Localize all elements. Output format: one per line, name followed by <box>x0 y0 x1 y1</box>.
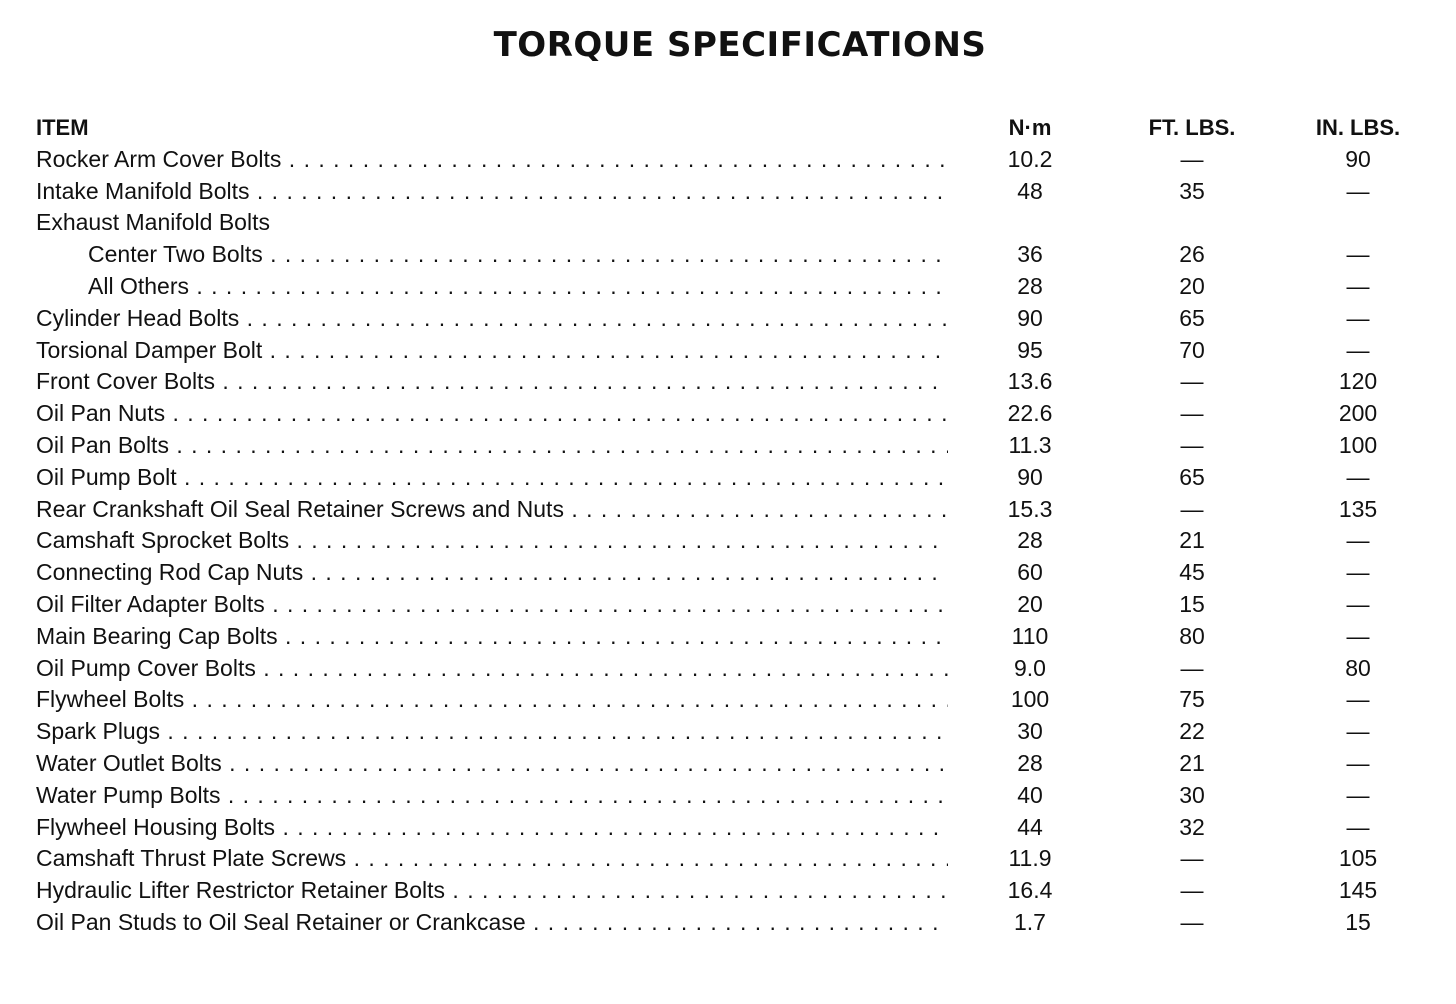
nm-value: 16.4 <box>1007 877 1053 904</box>
ft-lbs-value: 65 <box>1179 463 1205 490</box>
table-row <box>36 430 1436 462</box>
header-ft-lbs: FT. LBS. <box>1148 115 1236 140</box>
item-label: Oil Pan Bolts . . . <box>36 430 948 462</box>
in-lbs-value: — <box>1346 272 1370 299</box>
table-row <box>36 907 1436 939</box>
item-label: Center Two Bolts . . . <box>88 239 948 271</box>
ft-lbs-value: 22 <box>1179 718 1205 745</box>
ft-lbs-value: 70 <box>1179 336 1205 363</box>
item-label: Cylinder Head Bolts . . . <box>36 303 948 335</box>
in-lbs-value: 120 <box>1338 368 1378 395</box>
nm-value: 22.6 <box>1007 400 1053 427</box>
in-lbs-value: — <box>1346 527 1370 554</box>
ft-lbs-value: 30 <box>1179 781 1205 808</box>
ft-lbs-value: 26 <box>1179 241 1205 268</box>
ft-lbs-value: — <box>1180 145 1204 172</box>
table-row <box>36 207 1436 239</box>
page-title: TORQUE SPECIFICATIONS <box>493 25 987 65</box>
header-in-lbs: IN. LBS. <box>1315 115 1401 140</box>
item-label: Torsional Damper Bolt . . . <box>36 335 948 367</box>
nm-value: 13.6 <box>1007 368 1053 395</box>
item-label: Oil Filter Adapter Bolts . . . <box>36 589 948 621</box>
table-row <box>36 462 1436 494</box>
in-lbs-value: 135 <box>1338 495 1378 522</box>
table-row <box>36 239 1436 271</box>
in-lbs-value: — <box>1346 686 1370 713</box>
item-label: Front Cover Bolts . . . <box>36 366 948 398</box>
in-lbs-value: 100 <box>1338 431 1378 458</box>
table-row <box>36 494 1436 526</box>
ft-lbs-value: — <box>1180 908 1204 935</box>
table-row <box>36 875 1436 907</box>
nm-value: 95 <box>1017 336 1043 363</box>
in-lbs-value: — <box>1346 781 1370 808</box>
header-nm: N·m <box>1008 115 1052 140</box>
item-label: Spark Plugs . . . <box>36 716 948 748</box>
nm-value: 100 <box>1010 686 1050 713</box>
nm-value: 15.3 <box>1007 495 1053 522</box>
in-lbs-value: — <box>1346 559 1370 586</box>
item-label: All Others . . . <box>88 271 948 303</box>
nm-value: 48 <box>1017 177 1043 204</box>
nm-value: 1.7 <box>1014 908 1046 935</box>
ft-lbs-value: — <box>1180 877 1204 904</box>
table-row <box>36 780 1436 812</box>
table-row <box>36 684 1436 716</box>
in-lbs-value: — <box>1346 622 1370 649</box>
in-lbs-value: — <box>1346 813 1370 840</box>
nm-value: 40 <box>1017 781 1043 808</box>
table-row <box>36 653 1436 685</box>
header-item: ITEM <box>36 115 89 140</box>
ft-lbs-value: — <box>1180 400 1204 427</box>
ft-lbs-value: 65 <box>1179 304 1205 331</box>
nm-value: 11.9 <box>1008 845 1052 872</box>
table-row <box>36 525 1436 557</box>
item-label: Flywheel Housing Bolts . . . <box>36 812 948 844</box>
in-lbs-value: — <box>1346 304 1370 331</box>
table-row <box>36 621 1436 653</box>
ft-lbs-value: 32 <box>1179 813 1205 840</box>
nm-value: 90 <box>1017 304 1043 331</box>
ft-lbs-value: — <box>1180 845 1204 872</box>
nm-value: 110 <box>1011 622 1049 649</box>
nm-value: 10.2 <box>1007 145 1053 172</box>
nm-value: 20 <box>1017 590 1043 617</box>
in-lbs-value: 80 <box>1345 654 1371 681</box>
nm-value: 9.0 <box>1014 654 1046 681</box>
nm-value: 30 <box>1017 718 1043 745</box>
ft-lbs-value: — <box>1180 654 1204 681</box>
ft-lbs-value: 45 <box>1179 559 1205 586</box>
in-lbs-value: — <box>1346 590 1370 617</box>
table-row <box>36 748 1436 780</box>
table-row <box>36 812 1436 844</box>
in-lbs-value: — <box>1346 463 1370 490</box>
ft-lbs-value: 20 <box>1179 272 1205 299</box>
nm-value: 36 <box>1017 241 1043 268</box>
table-row <box>36 176 1436 208</box>
item-label: Hydraulic Lifter Restrictor Retainer Bolts . . . <box>36 875 948 907</box>
nm-value: 28 <box>1017 749 1043 776</box>
item-label: Oil Pan Studs to Oil Seal Retainer or Crankcase . . . <box>36 907 948 939</box>
in-lbs-value: — <box>1346 177 1370 204</box>
nm-value: 28 <box>1017 527 1043 554</box>
table-header-row <box>36 112 1436 144</box>
item-group-label: Exhaust Manifold Bolts <box>36 209 270 236</box>
table-row <box>36 557 1436 589</box>
nm-value: 28 <box>1017 272 1043 299</box>
item-label: Intake Manifold Bolts . . . <box>36 176 948 208</box>
ft-lbs-value: — <box>1180 495 1204 522</box>
nm-value: 44 <box>1017 813 1043 840</box>
table-row <box>36 144 1436 176</box>
item-label: Connecting Rod Cap Nuts . . . <box>36 557 948 589</box>
ft-lbs-value: 21 <box>1179 527 1205 554</box>
table-row <box>36 335 1436 367</box>
ft-lbs-value: 75 <box>1179 686 1205 713</box>
table-row <box>36 366 1436 398</box>
torque-spec-table <box>36 112 1436 939</box>
table-row <box>36 843 1436 875</box>
table-row <box>36 716 1436 748</box>
item-label: Oil Pan Nuts . . . <box>36 398 948 430</box>
table-row <box>36 589 1436 621</box>
item-label: Oil Pump Cover Bolts . . . <box>36 653 948 685</box>
table-row <box>36 271 1436 303</box>
nm-value: 60 <box>1017 559 1043 586</box>
ft-lbs-value: — <box>1180 368 1204 395</box>
in-lbs-value: 15 <box>1345 908 1371 935</box>
item-label: Water Pump Bolts . . . <box>36 780 948 812</box>
item-label: Water Outlet Bolts . . . <box>36 748 948 780</box>
nm-value: 11.3 <box>1008 431 1052 458</box>
ft-lbs-value: — <box>1180 431 1204 458</box>
ft-lbs-value: 21 <box>1179 749 1205 776</box>
nm-value: 90 <box>1017 463 1043 490</box>
item-label: Rear Crankshaft Oil Seal Retainer Screws and Nuts . . . <box>36 494 948 526</box>
in-lbs-value: 145 <box>1338 877 1378 904</box>
in-lbs-value: 90 <box>1345 145 1371 172</box>
table-row <box>36 398 1436 430</box>
in-lbs-value: — <box>1346 336 1370 363</box>
item-label: Camshaft Thrust Plate Screws . . . <box>36 843 948 875</box>
item-label: Main Bearing Cap Bolts . . . <box>36 621 948 653</box>
item-label: Rocker Arm Cover Bolts . . . <box>36 144 948 176</box>
item-label: Flywheel Bolts . . . <box>36 684 948 716</box>
table-row <box>36 303 1436 335</box>
item-label: Oil Pump Bolt . . . <box>36 462 948 494</box>
ft-lbs-value: 80 <box>1179 622 1205 649</box>
in-lbs-value: — <box>1346 749 1370 776</box>
item-label: Camshaft Sprocket Bolts . . . <box>36 525 948 557</box>
in-lbs-value: — <box>1346 241 1370 268</box>
ft-lbs-value: 35 <box>1179 177 1205 204</box>
in-lbs-value: 200 <box>1338 400 1378 427</box>
ft-lbs-value: 15 <box>1179 590 1205 617</box>
in-lbs-value: — <box>1346 718 1370 745</box>
in-lbs-value: 105 <box>1338 845 1378 872</box>
